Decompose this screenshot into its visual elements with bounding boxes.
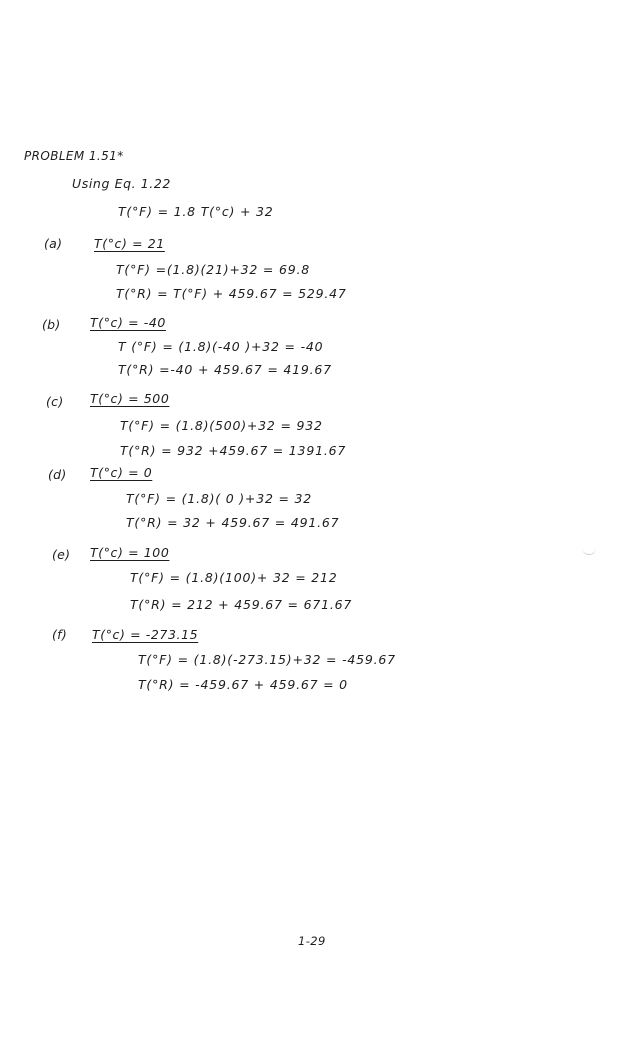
part-a-rankine: T(°R) = T(°F) + 459.67 = 529.47 [116, 286, 347, 301]
conversion-formula: T(°F) = 1.8 T(°c) + 32 [118, 204, 274, 219]
part-d-rankine: T(°R) = 32 + 459.67 = 491.67 [126, 515, 340, 530]
problem-title: PROBLEM 1.51* [24, 149, 124, 163]
part-d-condition: T(°c) = 0 [90, 465, 153, 480]
page-number: 1-29 [298, 934, 326, 948]
part-d-fahrenheit: T(°F) = (1.8)( 0 )+32 = 32 [126, 491, 313, 506]
part-c-condition: T(°c) = 500 [90, 391, 170, 406]
part-e-condition: T(°c) = 100 [90, 545, 170, 560]
part-c-label: (c) [46, 394, 64, 409]
part-f-rankine: T(°R) = -459.67 + 459.67 = 0 [138, 677, 348, 692]
part-b-rankine: T(°R) =-40 + 459.67 = 419.67 [118, 362, 332, 377]
part-b-condition: T(°c) = -40 [90, 315, 166, 330]
part-f-label: (f) [52, 627, 68, 642]
part-c-fahrenheit: T(°F) = (1.8)(500)+32 = 932 [120, 418, 323, 433]
part-e-fahrenheit: T(°F) = (1.8)(100)+ 32 = 212 [130, 570, 338, 585]
part-e-label: (e) [52, 547, 71, 562]
paper-mark [582, 548, 596, 555]
part-c-rankine: T(°R) = 932 +459.67 = 1391.67 [120, 443, 347, 458]
part-b-fahrenheit: T (°F) = (1.8)(-40 )+32 = -40 [118, 339, 324, 354]
part-a-label: (a) [44, 236, 63, 251]
part-a-condition: T(°c) = 21 [94, 236, 165, 251]
part-f-condition: T(°c) = -273.15 [92, 627, 199, 642]
part-b-label: (b) [42, 317, 61, 332]
part-f-fahrenheit: T(°F) = (1.8)(-273.15)+32 = -459.67 [138, 652, 396, 667]
problem-intro: Using Eq. 1.22 [72, 176, 171, 191]
part-d-label: (d) [48, 467, 67, 482]
part-a-fahrenheit: T(°F) =(1.8)(21)+32 = 69.8 [116, 262, 310, 277]
part-e-rankine: T(°R) = 212 + 459.67 = 671.67 [130, 597, 353, 612]
